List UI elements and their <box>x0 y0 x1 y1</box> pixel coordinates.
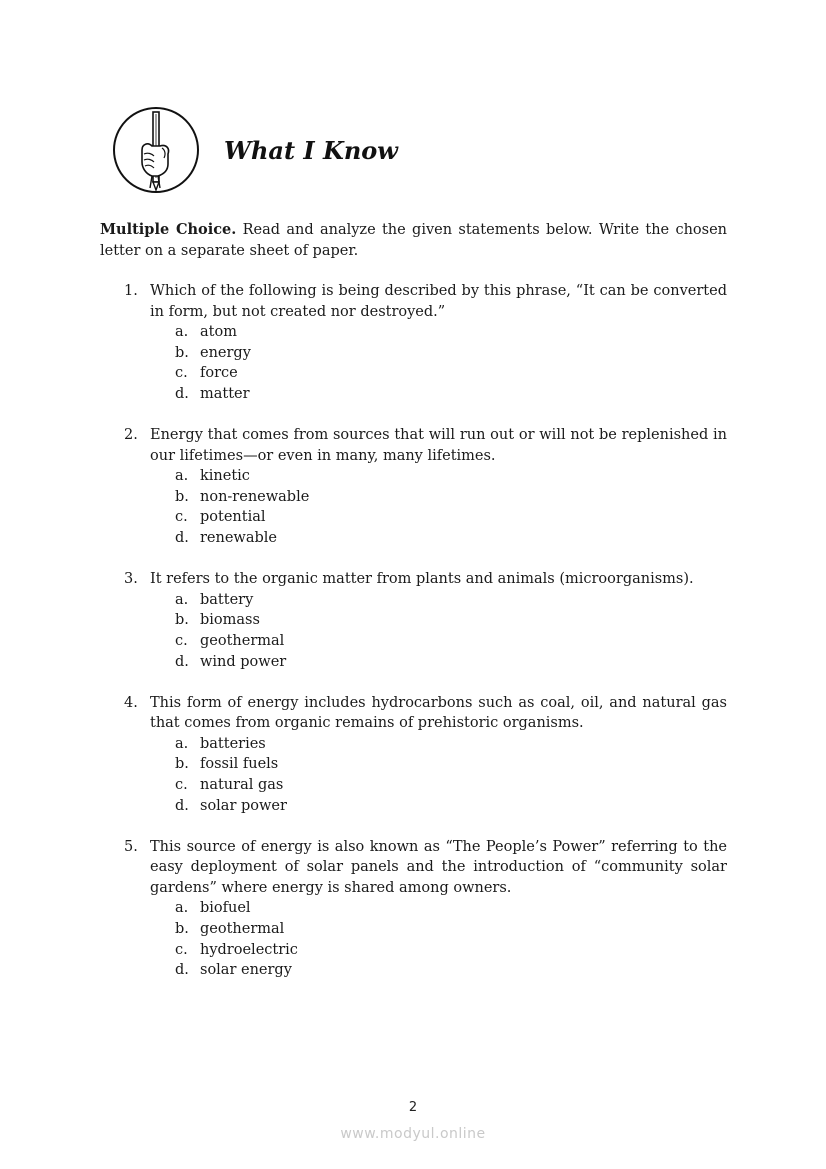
question-item <box>100 693 727 817</box>
instructions-label: Multiple Choice. <box>100 221 237 238</box>
option-letter: b. <box>175 488 189 505</box>
option-text: geothermal <box>200 921 285 938</box>
question-number: 5. <box>124 838 138 855</box>
option-letter: a. <box>175 591 189 608</box>
option-text: renewable <box>200 530 277 547</box>
section-header <box>112 106 612 198</box>
option-letter: a. <box>175 900 189 917</box>
question-list <box>100 281 727 1001</box>
option-text: battery <box>200 591 254 608</box>
option-item <box>100 507 727 528</box>
option-letter: d. <box>175 530 189 547</box>
hand-holding-pencil-icon <box>112 106 200 194</box>
option-letter: a. <box>175 735 189 752</box>
option-item <box>100 322 727 343</box>
option-text: batteries <box>200 735 266 752</box>
option-text: biomass <box>200 612 260 629</box>
option-item <box>100 631 727 652</box>
option-text: force <box>200 365 238 382</box>
option-letter: c. <box>175 632 188 649</box>
option-text: kinetic <box>200 468 250 485</box>
option-letter: c. <box>175 776 188 793</box>
option-letter: b. <box>175 921 189 938</box>
option-letter: d. <box>175 962 189 979</box>
option-letter: a. <box>175 468 189 485</box>
option-letter: d. <box>175 385 189 402</box>
option-letter: c. <box>175 365 188 382</box>
option-letter: a. <box>175 324 189 341</box>
question-text: Which of the following is being described by this phrase, “It can be converted in form, but not created nor destroyed.” <box>150 283 727 320</box>
option-item <box>100 610 727 631</box>
option-item <box>100 487 727 508</box>
option-text: hydroelectric <box>200 941 298 958</box>
question-item <box>100 281 727 405</box>
option-letter: d. <box>175 653 189 670</box>
question-number: 4. <box>124 694 138 711</box>
option-list <box>100 322 727 404</box>
option-item <box>100 919 727 940</box>
option-item <box>100 754 727 775</box>
option-letter: c. <box>175 941 188 958</box>
option-item <box>100 796 727 817</box>
option-item <box>100 528 727 549</box>
option-text: wind power <box>200 653 287 670</box>
watermark: www.modyul.online <box>340 1126 486 1142</box>
option-text: biofuel <box>200 900 251 917</box>
question-number: 3. <box>124 571 138 588</box>
option-text: non-renewable <box>200 488 310 505</box>
option-text: potential <box>200 509 266 526</box>
page-number: 2 <box>408 1100 418 1115</box>
option-letter: c. <box>175 509 188 526</box>
question-item <box>100 569 727 672</box>
option-item <box>100 590 727 611</box>
option-letter: b. <box>175 344 189 361</box>
option-letter: b. <box>175 756 189 773</box>
question-item <box>100 425 727 549</box>
option-list <box>100 590 727 672</box>
option-item <box>100 384 727 405</box>
option-list <box>100 466 727 548</box>
option-text: fossil fuels <box>200 756 279 773</box>
option-text: atom <box>200 324 237 341</box>
page-title: What I Know <box>224 136 398 165</box>
option-item <box>100 898 727 919</box>
option-item <box>100 775 727 796</box>
option-text: natural gas <box>200 776 284 793</box>
question-item <box>100 837 727 981</box>
option-item <box>100 940 727 961</box>
option-item <box>100 960 727 981</box>
option-letter: b. <box>175 612 189 629</box>
option-text: matter <box>200 385 250 402</box>
question-text: This source of energy is also known as “The People’s Power” referring to the easy deployment of solar panels and the introduction of “community solar gardens” where energy is shared among owners. <box>150 838 727 896</box>
option-text: energy <box>200 344 251 361</box>
option-item <box>100 466 727 487</box>
option-text: solar power <box>200 797 287 814</box>
instructions-text: Read and analyze the given statements below. Write the chosen letter on a separate sheet of paper. <box>100 222 727 259</box>
option-item <box>100 363 727 384</box>
question-number: 2. <box>124 427 138 444</box>
option-item <box>100 343 727 364</box>
option-list <box>100 734 727 816</box>
option-text: solar energy <box>200 962 292 979</box>
option-letter: d. <box>175 797 189 814</box>
question-number: 1. <box>124 283 138 299</box>
question-text: This form of energy includes hydrocarbons such as coal, oil, and natural gas that comes from organic remains of prehistoric organisms. <box>150 694 727 732</box>
option-item <box>100 734 727 755</box>
question-text: It refers to the organic matter from plants and animals (microorganisms). <box>150 571 694 588</box>
option-list <box>100 898 727 980</box>
instructions <box>100 219 727 262</box>
question-text: Energy that comes from sources that will run out or will not be replenished in our lifetimes—or even in many, many lifetimes. <box>150 427 727 464</box>
option-text: geothermal <box>200 632 285 649</box>
option-item <box>100 652 727 673</box>
